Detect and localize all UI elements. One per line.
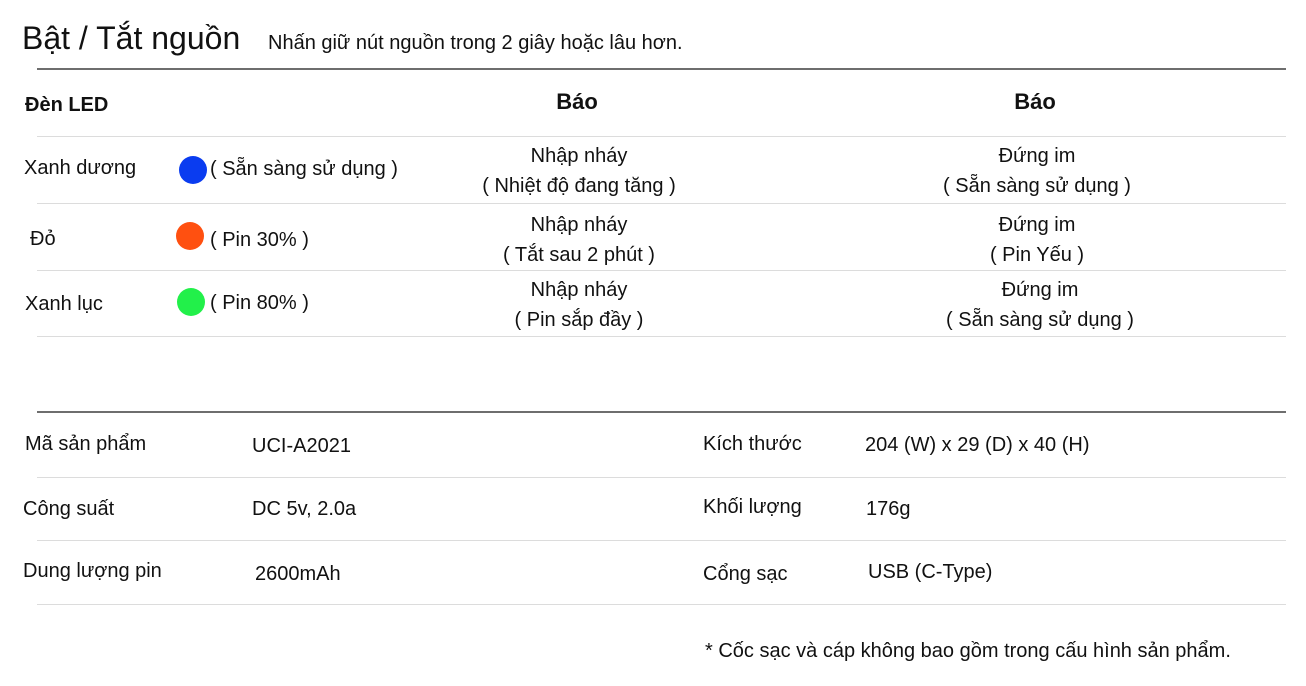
spec-label-weight: Khối lượng xyxy=(703,496,802,518)
spec-value-charging-port: USB (C-Type) xyxy=(868,561,993,583)
spec-value-weight: 176g xyxy=(866,498,911,520)
blink-label: Nhập nháy xyxy=(530,279,628,301)
report-column-header-1: Báo xyxy=(556,89,598,114)
led-status: ( Sẵn sàng sử dụng ) xyxy=(210,158,398,180)
spec-value-model: UCI-A2021 xyxy=(252,435,351,457)
led-column-header: Đèn LED xyxy=(25,94,109,116)
spec-value-dimensions: 204 (W) x 29 (D) x 40 (H) xyxy=(865,434,1090,456)
spec-label-battery: Dung lượng pin xyxy=(23,560,162,582)
row-divider xyxy=(37,270,1286,271)
spec-label-dimensions: Kích thước xyxy=(703,433,802,455)
blink-label: Nhập nháy xyxy=(530,214,628,236)
steady-detail: ( Sẵn sàng sử dụng ) xyxy=(943,175,1131,197)
steady-description xyxy=(857,141,1217,201)
blink-detail: ( Tắt sau 2 phút ) xyxy=(503,244,655,266)
green-led-dot-icon xyxy=(177,288,205,316)
page-title: Bật / Tắt nguồn xyxy=(22,20,241,56)
report-column-header-2: Báo xyxy=(1014,89,1056,114)
spec-value-battery: 2600mAh xyxy=(255,563,341,585)
spec-value-power: DC 5v, 2.0a xyxy=(252,498,357,520)
steady-description xyxy=(860,275,1220,335)
footnote: * Cốc sạc và cáp không bao gồm trong cấu hình sản phẩm. xyxy=(705,640,1231,662)
led-status: ( Pin 30% ) xyxy=(210,229,309,251)
blink-detail: ( Pin sắp đầy ) xyxy=(514,309,644,331)
steady-detail: ( Sẵn sàng sử dụng ) xyxy=(946,309,1134,331)
led-name: Xanh lục xyxy=(25,293,103,315)
led-name: Xanh dương xyxy=(24,157,137,179)
steady-label: Đứng im xyxy=(1001,279,1079,301)
steady-label: Đứng im xyxy=(998,214,1076,236)
row-divider xyxy=(37,540,1286,541)
blink-description xyxy=(399,210,759,270)
spec-label-power: Công suất xyxy=(23,498,115,520)
blue-led-dot-icon xyxy=(179,156,207,184)
spec-label-charging-port: Cổng sạc xyxy=(703,563,788,585)
blink-description xyxy=(399,141,759,201)
row-divider xyxy=(37,477,1286,478)
spec-label-model: Mã sản phẩm xyxy=(25,433,147,455)
blink-label: Nhập nháy xyxy=(530,145,628,167)
steady-detail: ( Pin Yếu ) xyxy=(989,244,1085,266)
divider xyxy=(37,68,1286,70)
blink-description xyxy=(399,275,759,335)
led-status: ( Pin 80% ) xyxy=(210,292,309,314)
row-divider xyxy=(37,203,1286,204)
row-divider xyxy=(37,604,1286,605)
red-led-dot-icon xyxy=(176,222,204,250)
row-divider xyxy=(37,136,1286,137)
steady-description xyxy=(857,210,1217,270)
steady-label: Đứng im xyxy=(998,145,1076,167)
led-name: Đỏ xyxy=(30,228,56,250)
divider xyxy=(37,411,1286,413)
page-subtitle: Nhấn giữ nút nguồn trong 2 giây hoặc lâu hơn. xyxy=(268,32,683,54)
row-divider xyxy=(37,336,1286,337)
blink-detail: ( Nhiệt độ đang tăng ) xyxy=(482,175,676,197)
